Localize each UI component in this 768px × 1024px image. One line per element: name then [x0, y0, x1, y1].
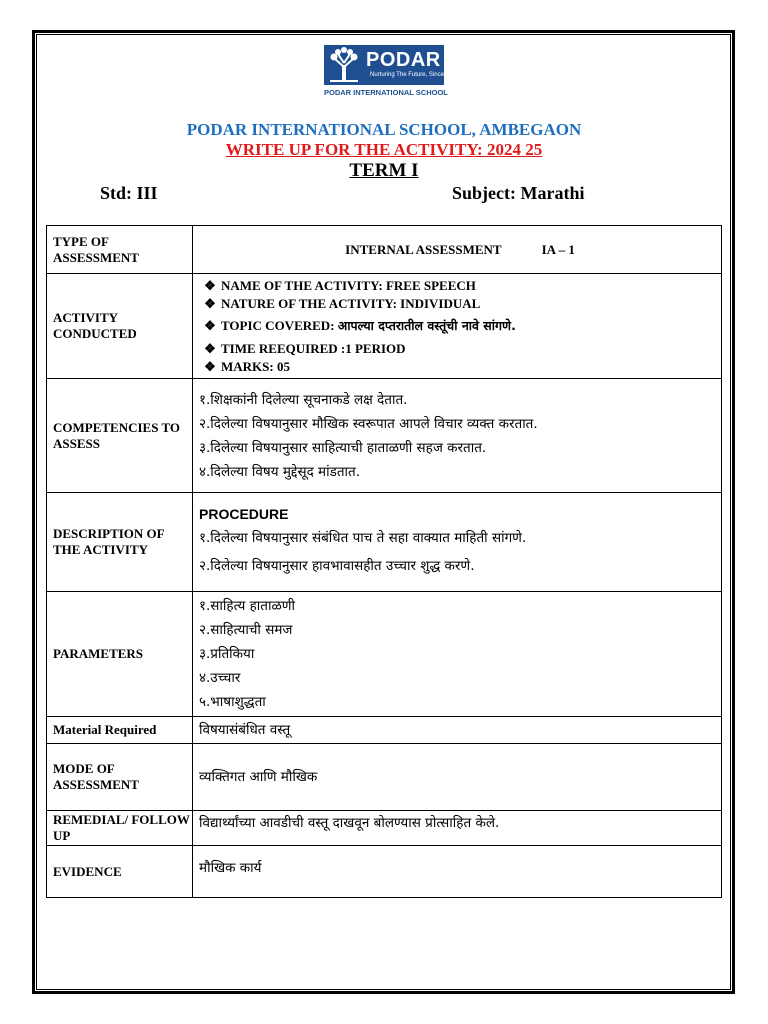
subject-label: Subject: Marathi — [452, 183, 585, 203]
tree-icon — [324, 45, 364, 85]
activity-label: ACTIVITY CONDUCTED — [47, 274, 193, 379]
term-text: TERM I — [349, 160, 419, 181]
row-description — [47, 493, 722, 592]
podar-logo — [324, 45, 461, 99]
remedial-label: REMEDIAL/ FOLLOW UP — [47, 811, 193, 846]
logo-school-name: PODAR INTERNATIONAL SCHOOL — [324, 88, 448, 97]
parameter-item: ४.उच्चार — [199, 670, 241, 686]
term-title — [0, 160, 768, 182]
row-material — [47, 717, 722, 744]
school-name: PODAR INTERNATIONAL SCHOOL, AMBEGAON — [186, 120, 582, 139]
parameter-item: ३.प्रतिकिया — [199, 646, 255, 662]
diamond-bullet-icon: ❖ — [204, 278, 216, 293]
type-value-cell — [193, 226, 722, 274]
parameters-label: PARAMETERS — [47, 592, 193, 717]
diamond-bullet-icon: ❖ — [204, 358, 216, 374]
competency-item: १.शिक्षकांनी दिलेल्या सूचनाकडे लक्ष देतात. — [199, 391, 408, 408]
evidence-label: EVIDENCE — [47, 846, 193, 898]
row-competencies — [47, 379, 722, 493]
logo-wordmark — [364, 45, 461, 85]
evidence-value: मौखिक कार्य — [193, 846, 722, 898]
type-value: INTERNAL ASSESSMENT — [345, 241, 502, 257]
competency-item: ३.दिलेल्या विषयानुसार साहित्याची हाताळणी सहज करतात. — [199, 439, 487, 456]
diamond-bullet-icon: ❖ — [204, 341, 216, 356]
writeup-text: WRITE UP FOR THE ACTIVITY: 2024 25 — [225, 140, 543, 159]
parameter-item: ५.भाषाशुद्धता — [199, 694, 266, 710]
activity-item: ❖ MARKS: 05 — [199, 358, 721, 376]
type-code: IA – 1 — [541, 241, 575, 257]
logo-tagline: Nurturing The Future, Since 1927. — [370, 72, 461, 78]
type-label: TYPE OF ASSESSMENT — [47, 226, 193, 274]
writeup-title — [0, 140, 768, 160]
parameter-item: १.साहित्य हाताळणी — [199, 598, 296, 614]
row-parameters — [47, 592, 722, 717]
description-label: DESCRIPTION OF THE ACTIVITY — [47, 493, 193, 592]
material-label: Material Required — [47, 717, 193, 744]
row-mode — [47, 744, 722, 811]
procedure-item: २.दिलेल्या विषयानुसार हावभावासहीत उच्चार शुद्ध करणे. — [199, 558, 475, 574]
row-activity — [47, 274, 722, 379]
row-type — [47, 226, 722, 274]
diamond-bullet-icon: ❖ — [204, 295, 216, 311]
parameters-cell — [193, 592, 722, 717]
remedial-value: विद्यार्थ्यांच्या आवडीची वस्तू दाखवून बोलण्यास प्रोत्साहित केले. — [193, 811, 722, 846]
competency-item: २.दिलेल्या विषयानुसार मौखिक स्वरूपात आपले विचार व्यक्त करतात. — [199, 415, 538, 432]
diamond-bullet-icon: ❖ — [204, 318, 216, 333]
procedure-title: PROCEDURE — [199, 506, 289, 522]
logo-brand: PODAR — [366, 49, 441, 71]
competencies-cell — [193, 379, 722, 493]
std-label: Std: III — [100, 183, 158, 203]
mode-label: MODE OF ASSESSMENT — [47, 744, 193, 811]
activity-item: ❖ NAME OF THE ACTIVITY: FREE SPEECH — [199, 277, 721, 295]
parameter-item: २.साहित्याची समज — [199, 622, 293, 638]
activity-item: ❖ TOPIC COVERED: आपल्या दप्तरातील वस्तूंची नावे सांगणे. — [199, 312, 721, 340]
row-remedial — [47, 811, 722, 846]
competency-item: ४.दिलेल्या विषय मुद्देसूद मांडतात. — [199, 463, 361, 480]
activity-item: ❖ NATURE OF THE ACTIVITY: INDIVIDUAL — [199, 295, 721, 313]
activity-table — [46, 225, 722, 898]
activity-cell — [193, 274, 722, 379]
description-cell — [193, 493, 722, 592]
procedure-item: १.दिलेल्या विषयानुसार संबंधित पाच ते सहा वाक्यात माहिती सांगणे. — [199, 530, 527, 546]
material-value: विषयासंबंधित वस्तू — [193, 717, 722, 744]
row-evidence — [47, 846, 722, 898]
mode-value: व्यक्तिगत आणि मौखिक — [193, 744, 722, 811]
activity-item: ❖ TIME REEQUIRED :1 PERIOD — [199, 340, 721, 358]
competencies-label: COMPETENCIES TO ASSESS — [47, 379, 193, 493]
